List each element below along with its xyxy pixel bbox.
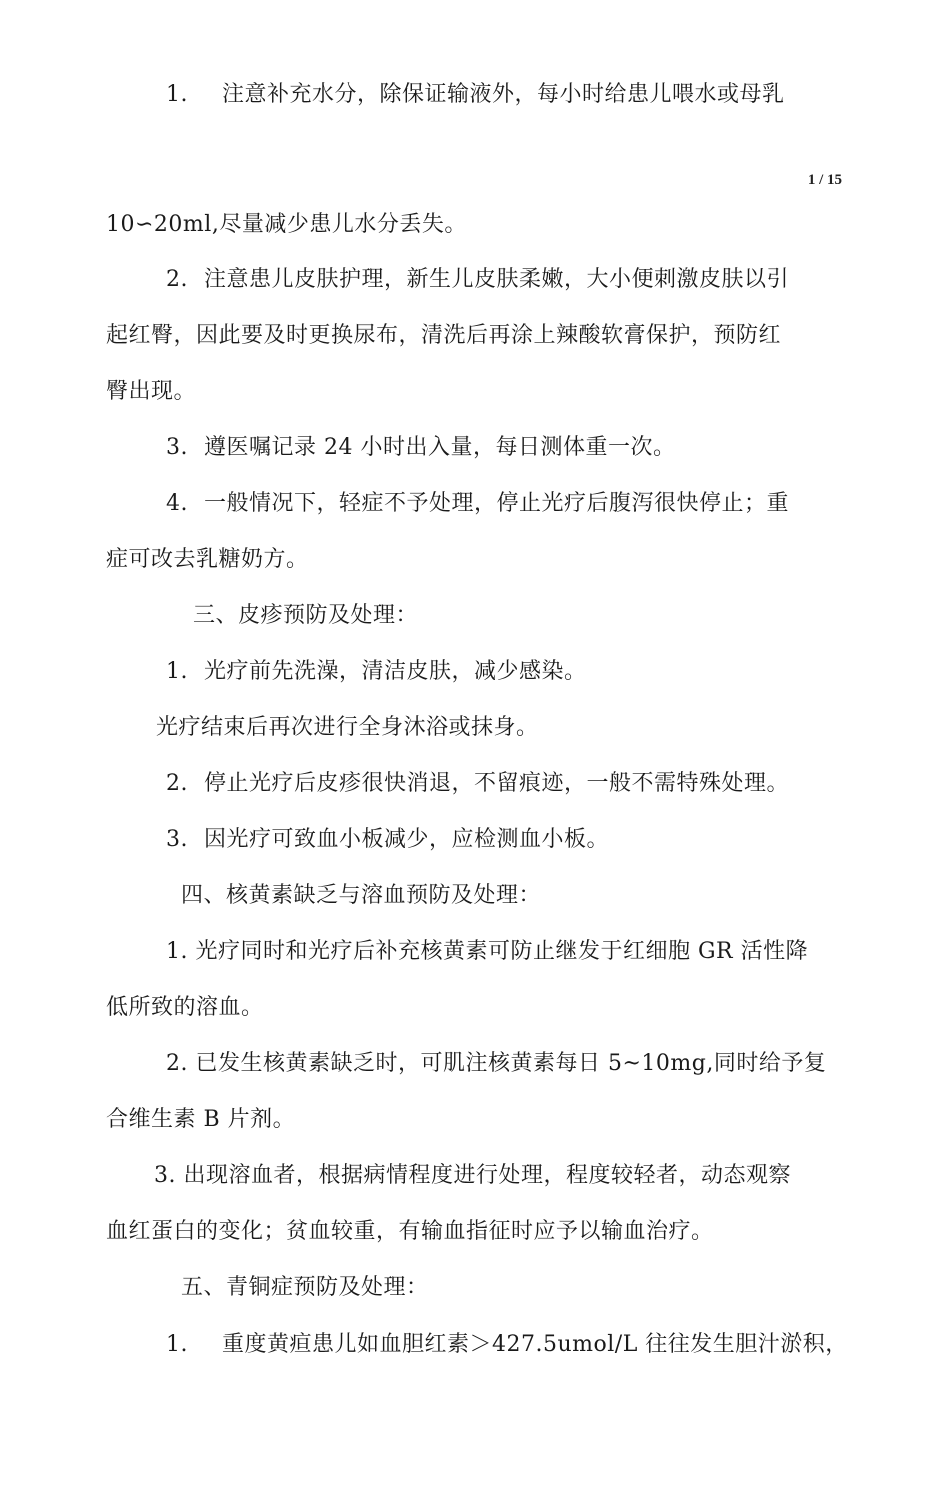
paragraph-line: 症可改去乳糖奶方。 (106, 547, 309, 572)
list-number: 4. (166, 491, 188, 516)
paragraph-line: 合维生素 B 片剂。 (106, 1107, 296, 1132)
list-item-text: 注意补充水分，除保证输液外，每小时给患儿喂水或母乳 (222, 82, 785, 107)
section-heading: 五、青铜症预防及处理： (181, 1275, 429, 1300)
list-item-text: 重度黄疸患儿如血胆红素＞427.5umol/L 往往发生胆汁淤积， (222, 1332, 848, 1357)
section-heading: 四、核黄素缺乏与溶血预防及处理： (181, 883, 542, 908)
paragraph-line (166, 825, 609, 855)
list-item-text: 因光疗可致血小板减少，应检测血小板。 (204, 827, 610, 852)
paragraph-line (166, 1330, 848, 1360)
paragraph-line: 3. 出现溶血者，根据病情程度进行处理，程度较轻者，动态观察 (154, 1163, 791, 1188)
list-number: 2. (166, 267, 188, 292)
paragraph-line (166, 80, 785, 110)
list-item-text: 光疗前先洗澡，清洁皮肤，减少感染。 (204, 659, 587, 684)
list-item-text: 注意患儿皮肤护理，新生儿皮肤柔嫩，大小便刺激皮肤以引 (204, 267, 790, 292)
paragraph-line: 光疗结束后再次进行全身沐浴或抹身。 (156, 715, 539, 740)
list-number: 1. (166, 659, 188, 684)
paragraph-line: 臀出现。 (106, 379, 197, 404)
paragraph-line: 1. 光疗同时和光疗后补充核黄素可防止继发于红细胞 GR 活性降 (166, 939, 809, 964)
list-item-text: 一般情况下，轻症不予处理，停止光疗后腹泻很快停止；重 (204, 491, 790, 516)
list-number: 1. (166, 82, 188, 107)
paragraph-line: 血红蛋白的变化；贫血较重，有输血指征时应予以输血治疗。 (106, 1219, 714, 1244)
list-number: 2. (166, 771, 188, 796)
paragraph-line (166, 433, 675, 463)
paragraph-line (166, 769, 789, 799)
paragraph-line: 起红臀，因此要及时更换尿布，清洗后再涂上辣酸软膏保护，预防红 (106, 323, 782, 348)
list-item-text: 遵医嘱记录 24 小时出入量，每日测体重一次。 (204, 435, 676, 460)
list-number: 3. (166, 827, 188, 852)
page-number: 1 / 15 (807, 172, 842, 188)
list-number: 3. (166, 435, 188, 460)
paragraph-line (166, 657, 587, 687)
list-number: 1. (166, 1332, 188, 1357)
paragraph-line: 低所致的溶血。 (106, 995, 264, 1020)
paragraph-line: 2. 已发生核黄素缺乏时，可肌注核黄素每日 5~10mg,同时给予复 (166, 1051, 827, 1076)
paragraph-line: 10∽20ml,尽量减少患儿水分丢失。 (106, 212, 467, 237)
section-heading: 三、皮疹预防及处理： (193, 603, 419, 628)
paragraph-line (166, 489, 789, 519)
paragraph-line (166, 265, 789, 295)
list-item-text: 停止光疗后皮疹很快消退，不留痕迹，一般不需特殊处理。 (204, 771, 790, 796)
